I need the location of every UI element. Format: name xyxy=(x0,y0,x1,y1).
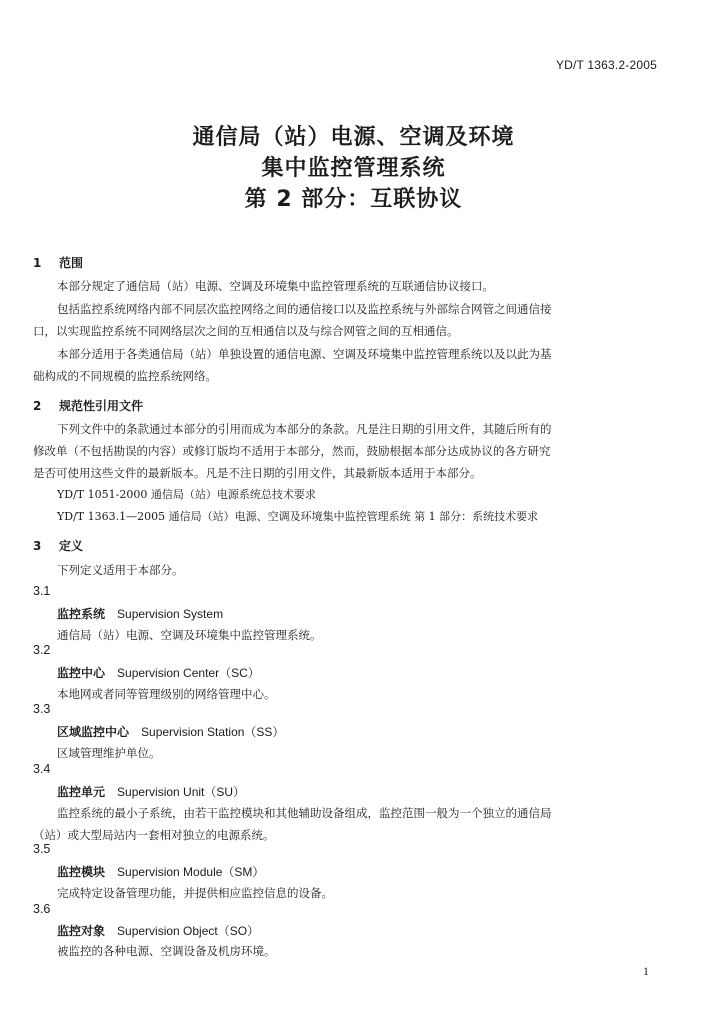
page-number: 1 xyxy=(643,964,649,978)
term-definition: 监控系统的最小子系统，由若干监控模块和其他辅助设备组成，监控范围一般为一个独立的通信局 xyxy=(57,806,552,820)
section-2-para-1c: 是否可使用这些文件的最新版本。凡是不注日期的引用文件，其最新版本适用于本部分。 xyxy=(33,466,482,480)
section-1-para-3a: 本部分适用于各类通信局（站）单独设置的通信电源、空调及环境集中监控管理系统以及以此为基 xyxy=(57,347,552,361)
term-definition: 完成特定设备管理功能，并提供相应监控信息的设备。 xyxy=(57,886,333,900)
section-1-para-2a: 包括监控系统网络内部不同层次监控网络之间的通信接口以及监控系统与外部综合网管之间通信接 xyxy=(57,302,552,316)
term-entry xyxy=(57,605,223,622)
term-zh: 区域监控中心 xyxy=(57,725,130,739)
section-3-title: 定义 xyxy=(59,539,84,553)
term-en: Supervision System xyxy=(117,607,224,621)
title-line-3: 第 2 部分：互联协议 xyxy=(244,187,463,212)
section-2-title: 规范性引用文件 xyxy=(59,399,144,413)
term-en: Supervision Center（SC） xyxy=(117,666,260,680)
section-3-number: 3 xyxy=(33,539,42,553)
reference-1: YD/T 1051-2000 通信局（站）电源系统总技术要求 xyxy=(57,488,316,501)
term-zh: 监控单元 xyxy=(57,785,106,799)
term-definition: 被监控的各种电源、空调设备及机房环境。 xyxy=(57,944,276,958)
title-line-2: 集中监控管理系统 xyxy=(261,156,446,181)
term-zh: 监控对象 xyxy=(57,924,106,938)
standard-code: YD/T 1363.2-2005 xyxy=(555,58,657,72)
section-1-para-2b: 口，以实现监控系统不同网络层次之间的互相通信以及与综合网管之间的互相通信。 xyxy=(33,324,459,338)
section-2-heading xyxy=(33,397,143,414)
section-1-number: 1 xyxy=(33,256,42,270)
clause-number: 3.3 xyxy=(33,702,51,716)
section-2-para-1a: 下列文件中的条款通过本部分的引用而成为本部分的条款。凡是注日期的引用文件，其随后所有的 xyxy=(57,422,552,436)
term-definition-cont: （站）或大型局站内一套相对独立的电源系统。 xyxy=(33,828,275,842)
term-entry xyxy=(57,922,259,939)
section-2-number: 2 xyxy=(33,399,42,413)
title-line-1: 通信局（站）电源、空调及环境 xyxy=(192,125,515,150)
clause-number: 3.5 xyxy=(33,842,51,856)
clause-number: 3.4 xyxy=(33,762,51,776)
reference-2: YD/T 1363.1—2005 通信局（站）电源、空调及环境集中监控管理系统 第 1 部分：系统技术要求 xyxy=(57,510,539,523)
term-zh: 监控中心 xyxy=(57,666,106,680)
term-entry xyxy=(57,783,245,800)
clause-number: 3.6 xyxy=(33,902,51,916)
section-1-para-3b: 础构成的不同规模的监控系统网络。 xyxy=(33,369,217,383)
section-3-heading xyxy=(33,537,83,554)
term-zh: 监控模块 xyxy=(57,865,106,879)
clause-number: 3.2 xyxy=(33,643,51,657)
term-definition: 通信局（站）电源、空调及环境集中监控管理系统。 xyxy=(57,628,322,642)
clause-number: 3.1 xyxy=(33,584,51,598)
term-entry xyxy=(57,863,264,880)
section-1-title: 范围 xyxy=(59,256,84,270)
section-2-para-1b: 修改单（不包括勘误的内容）或修订版均不适用于本部分，然而，鼓励根据本部分达成协议的各方研究 xyxy=(33,444,551,458)
section-1-para-1: 本部分规定了通信局（站）电源、空调及环境集中监控管理系统的互联通信协议接口。 xyxy=(57,279,494,293)
term-en: Supervision Unit（SU） xyxy=(117,785,246,799)
term-definition: 区域管理维护单位。 xyxy=(57,746,161,760)
term-zh: 监控系统 xyxy=(57,607,106,621)
term-definition: 本地网或者同等管理级别的网络管理中心。 xyxy=(57,687,276,701)
section-1-heading xyxy=(33,254,83,271)
term-en: Supervision Object（SO） xyxy=(117,924,260,938)
term-en: Supervision Station（SS） xyxy=(141,725,285,739)
term-entry xyxy=(57,723,284,740)
section-3-intro: 下列定义适用于本部分。 xyxy=(57,563,184,577)
term-entry xyxy=(57,664,260,681)
term-en: Supervision Module（SM） xyxy=(117,865,265,879)
